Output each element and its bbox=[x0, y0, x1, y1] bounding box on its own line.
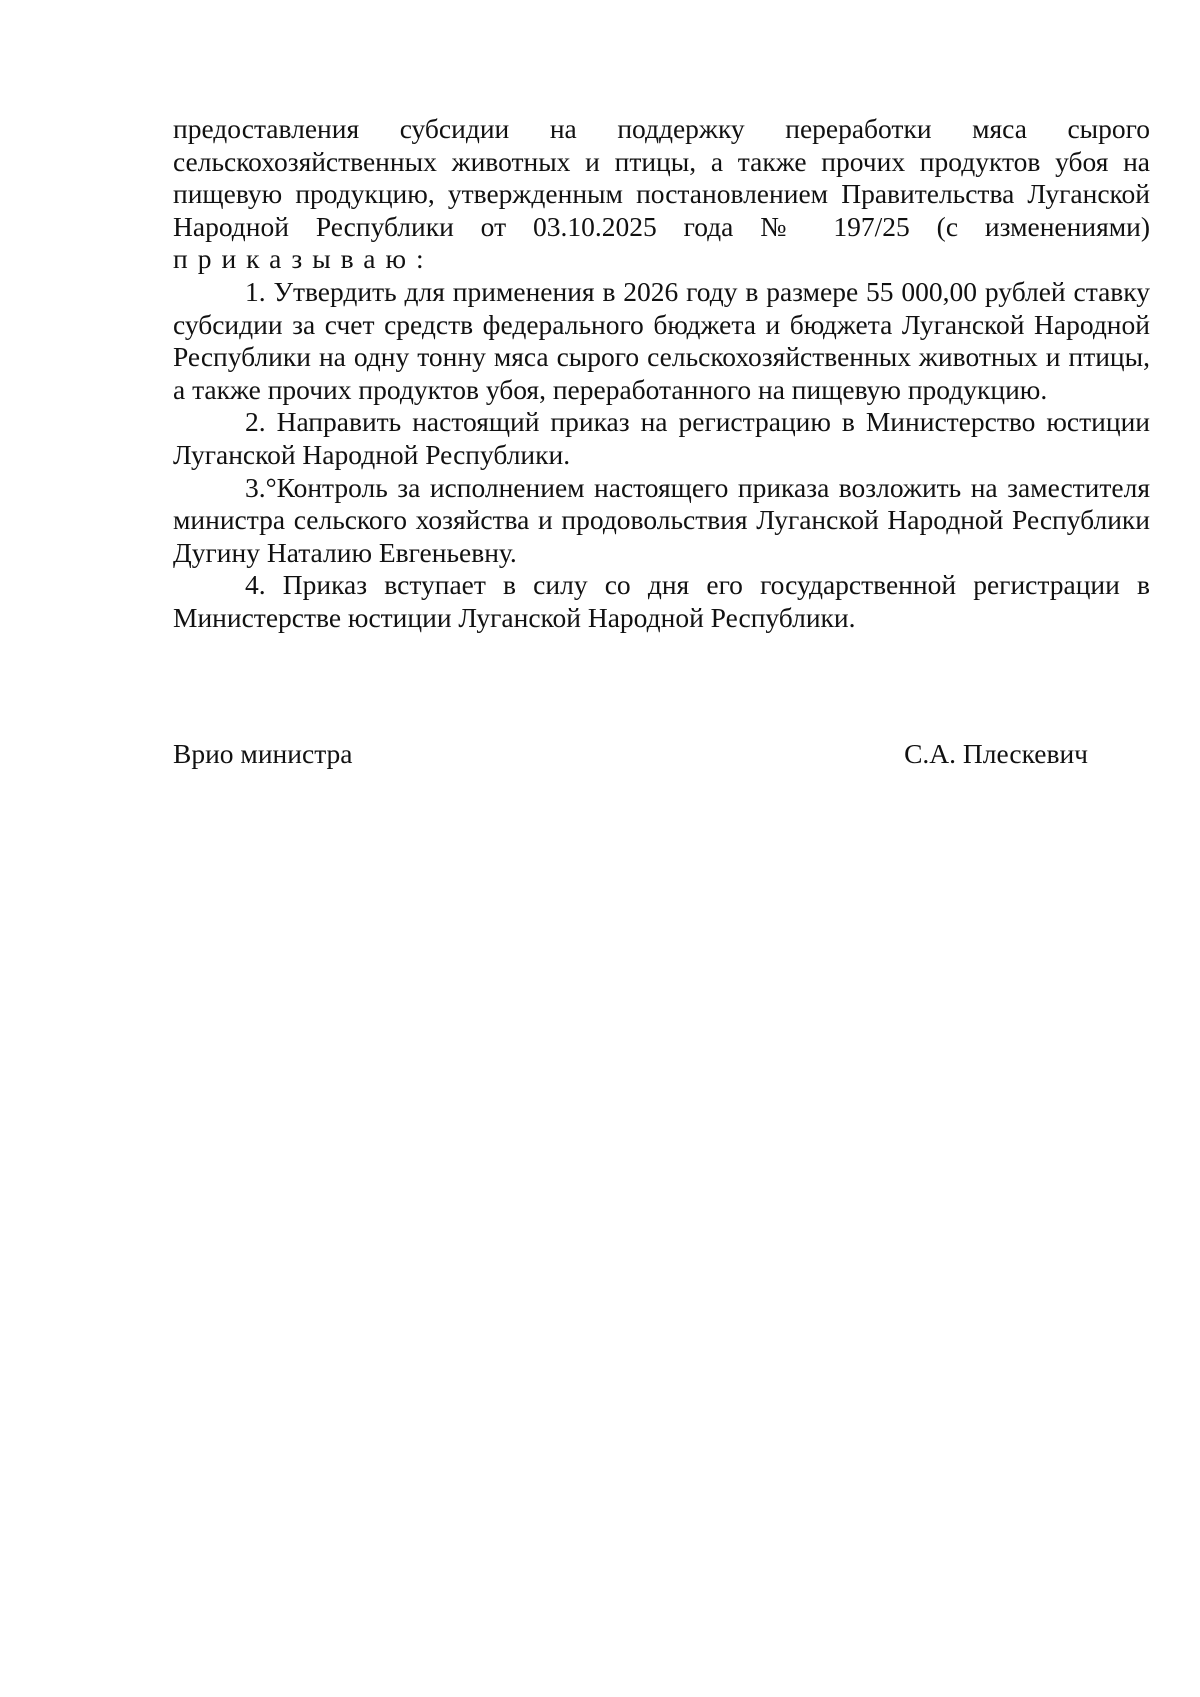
intro-paragraph: предоставления субсидии на поддержку переработки мяса сырого сельскохозяйственных животных и птицы, а также прочих продуктов убоя на пищевую продукцию, утвержденным постановлением Правительства Луганской Народной Республики от 03.10.2025 года № 197/25 (с изменениями) bbox=[173, 113, 1150, 242]
signature-block bbox=[173, 738, 1088, 771]
order-word-text: приказываю: bbox=[173, 243, 434, 275]
signatory-position: Врио министра bbox=[173, 738, 353, 769]
order-item-4: 4. Приказ вступает в силу со дня его государственной регистрации в Министерстве юстиции Луганской Народной Республики. bbox=[173, 569, 1150, 633]
order-item-3: 3.°Контроль за исполнением настоящего приказа возложить на заместителя министра сельского хозяйства и продовольствия Луганской Народной Республики Дугину Наталию Евгеньевну. bbox=[173, 471, 1150, 568]
order-item-1: 1. Утвердить для применения в 2026 году в размере 55 000,00 рублей ставку субсидии за счет средств федерального бюджета и бюджета Луганской Народной Республики на одну тонну мяса сырого сельскохозяйственных животных и птицы, а также прочих продуктов убоя, переработанного на пищевую продукцию. bbox=[173, 275, 1150, 405]
document-body bbox=[173, 113, 1150, 635]
order-word bbox=[173, 243, 1150, 276]
order-item-2: 2. Направить настоящий приказ на регистрацию в Министерство юстиции Луганской Народной Республики. bbox=[173, 406, 1150, 470]
signatory-name: С.А. Плескевич bbox=[904, 738, 1088, 769]
